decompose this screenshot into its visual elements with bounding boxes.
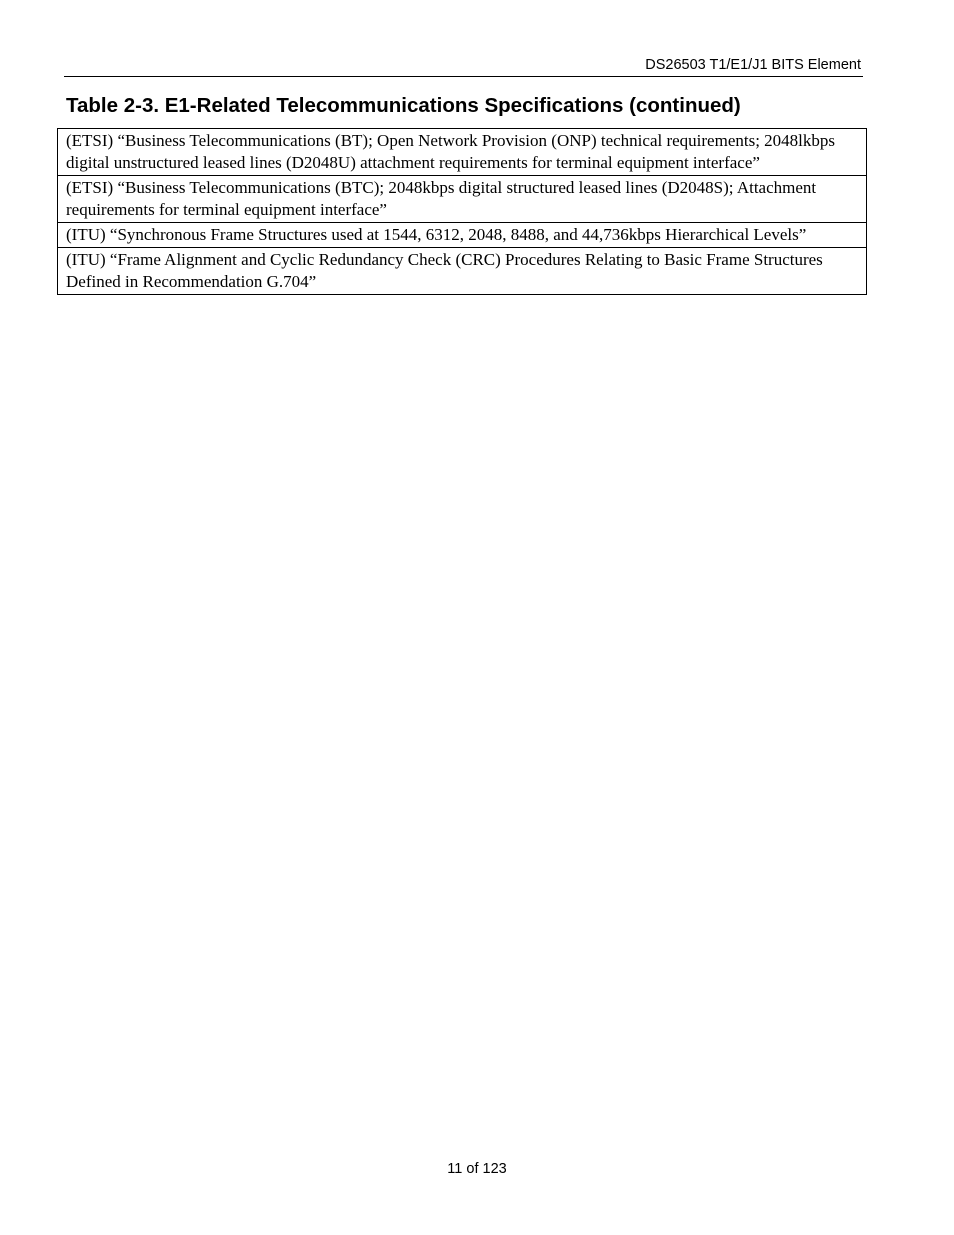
running-header bbox=[64, 54, 863, 77]
page-number: 11 of 123 bbox=[447, 1161, 507, 1177]
table-row bbox=[58, 223, 867, 248]
table-cell: (ITU) “Frame Alignment and Cyclic Redundancy Check (CRC) Procedures Relating to Basic Frame Structures Defined in Recommendation G.704” bbox=[58, 248, 867, 295]
table-title: Table 2-3. E1-Related Telecommunications Specifications (continued) bbox=[66, 94, 741, 117]
table-row bbox=[58, 176, 867, 223]
table-row bbox=[58, 248, 867, 295]
document-title: DS26503 T1/E1/J1 BITS Element bbox=[645, 57, 861, 73]
specifications-table bbox=[57, 128, 867, 295]
table-cell: (ITU) “Synchronous Frame Structures used at 1544, 6312, 2048, 8488, and 44,736kbps Hierarchical Levels” bbox=[58, 223, 867, 248]
table-cell: (ETSI) “Business Telecommunications (BTC); 2048kbps digital structured leased lines (D2048S); Attachment requirements for terminal equipment interface” bbox=[58, 176, 867, 223]
table-cell: (ETSI) “Business Telecommunications (BT); Open Network Provision (ONP) technical requirements; 2048lkbps digital unstructured leased lines (D2048U) attachment requirements for terminal equipment interface” bbox=[58, 129, 867, 176]
table-row bbox=[58, 129, 867, 176]
